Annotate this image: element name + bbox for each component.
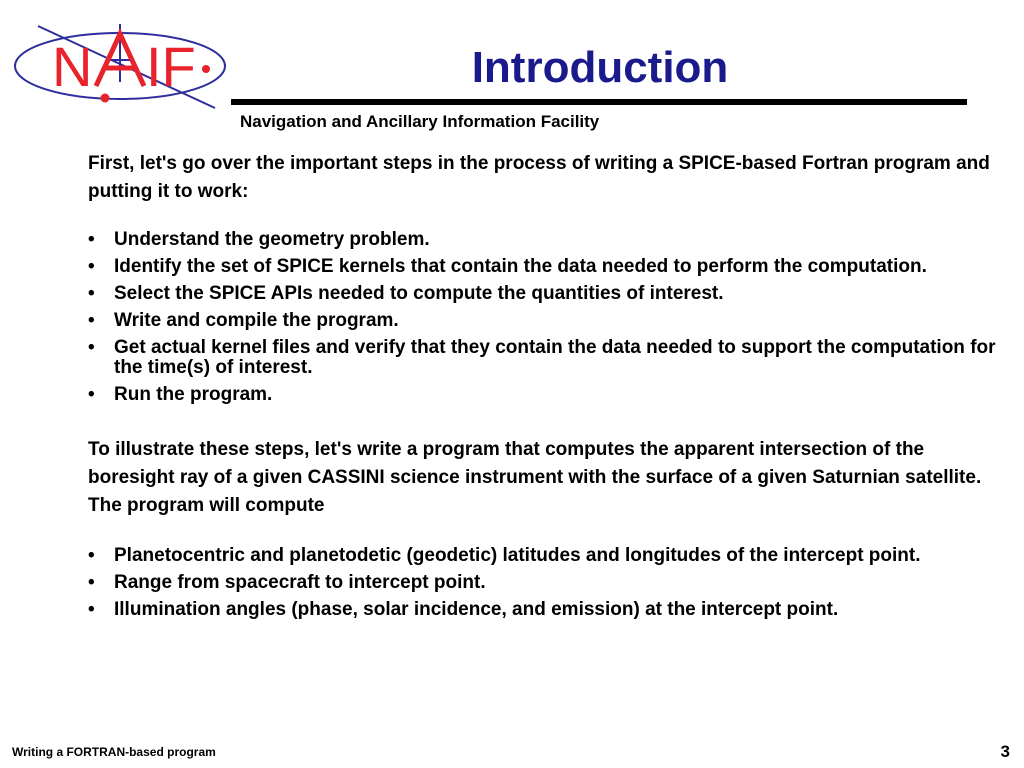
list-item: • Get actual kernel files and verify that they contain the data needed to support the computation for the time(s) of interest. <box>88 337 996 378</box>
list-item: • Run the program. <box>88 384 273 405</box>
bullet-icon: • <box>88 310 95 331</box>
logo-letters-if: IF <box>146 35 196 98</box>
slide-body <box>88 150 998 627</box>
list-item: • Range from spacecraft to intercept point. <box>88 572 486 593</box>
list-item: • Illumination angles (phase, solar incidence, and emission) at the intercept point. <box>88 599 839 620</box>
steps-list <box>88 230 998 405</box>
bullet-icon: • <box>88 229 95 250</box>
footer-title: Writing a FORTRAN-based program <box>12 745 216 759</box>
logo-dot-right <box>202 65 210 73</box>
bullet-icon: • <box>88 256 95 277</box>
slide-title: Introduction <box>471 43 729 92</box>
list-item: • Planetocentric and planetodetic (geodetic) latitudes and longitudes of the intercept point. <box>88 545 921 566</box>
list-item: • Write and compile the program. <box>88 310 399 331</box>
bullet-icon: • <box>88 283 95 304</box>
list-item: • Understand the geometry problem. <box>88 229 430 250</box>
bullet-icon: • <box>88 337 95 358</box>
logo-letter-n: N <box>52 35 93 98</box>
illustrate-paragraph: To illustrate these steps, let's write a program that computes the apparent intersection of the boresight ray of a given CASSINI science instrument with the surface of a given Saturnian satellite. The program will compute <box>88 439 982 516</box>
bullet-icon: • <box>88 572 95 593</box>
bullet-icon: • <box>88 599 95 620</box>
title-underline-rule <box>231 99 967 105</box>
list-item: • Select the SPICE APIs needed to compute the quantities of interest. <box>88 283 724 304</box>
outputs-list <box>88 546 998 620</box>
bullet-icon: • <box>88 545 95 566</box>
bullet-icon: • <box>88 384 95 405</box>
list-item: • Identify the set of SPICE kernels that contain the data needed to perform the computation. <box>88 256 927 277</box>
facility-subtitle: Navigation and Ancillary Information Facility <box>240 112 600 131</box>
logo-dot-bottom <box>101 94 110 103</box>
naif-logo <box>10 20 232 112</box>
intro-paragraph: First, let's go over the important steps in the process of writing a SPICE-based Fortran program and putting it to work: <box>88 153 990 202</box>
page-number: 3 <box>1000 742 1010 761</box>
